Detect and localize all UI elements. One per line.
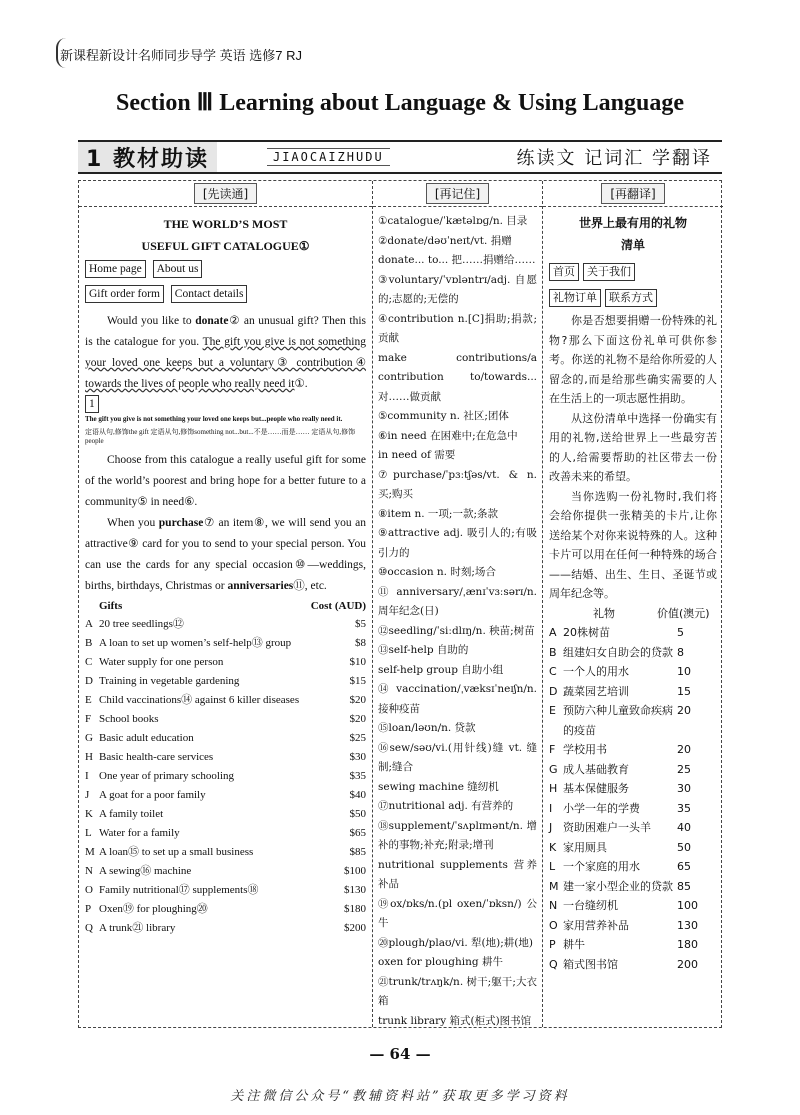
gift-row-price: $25 — [349, 732, 366, 744]
vocabulary-list — [373, 207, 542, 1031]
cn-gift-row-letter: G — [549, 762, 558, 776]
gift-row — [85, 786, 366, 805]
contact-details-link[interactable]: Contact details — [171, 285, 248, 303]
vocab-entry: ③voluntary/ˈvɒləntrɪ/adj. 自愿的;志愿的;无偿的 — [378, 273, 537, 305]
cn-gift-row-price: 35 — [677, 801, 691, 815]
vocab-entry: ⑭vaccination/ˌvæksɪˈneɪʃn/n. 接种疫苗 — [378, 683, 537, 715]
gift-row-price: $100 — [344, 865, 366, 877]
cn-gift-row-price: 180 — [677, 938, 698, 951]
catalogue-title-line2: USEFUL GIFT CATALOGUE① — [141, 239, 310, 253]
gift-row-letter: G — [85, 732, 93, 744]
cn-paragraph-3: 当你选购一份礼物时,我们将会给你提供一张精美的卡片,让你送给某个对你来说特殊的人。这种卡片可以用在任何一种特殊的场合——结婚、出生、生日、圣诞节或周年纪念等。 — [549, 489, 717, 600]
cn-gifts-header: 礼物 价值(澳元) — [593, 606, 710, 620]
gift-row-letter: J — [85, 789, 90, 801]
gift-row — [85, 729, 366, 748]
gift-row — [85, 748, 366, 767]
vocab-entry: ⑰nutritional adj. 有营养的 — [378, 800, 514, 812]
cn-gift-row-price: 10 — [677, 665, 691, 678]
gift-row-price: $8 — [355, 637, 366, 649]
vocab-entry: ⑬self-help 自助的 — [378, 644, 469, 656]
cn-about-link[interactable]: 关于我们 — [583, 263, 635, 281]
vocab-entry: nutritional supplements 营养补品 — [378, 858, 537, 890]
cn-gift-row-name: 学校用书 — [563, 743, 607, 756]
cn-gift-row-letter: J — [549, 821, 553, 834]
section-banner — [78, 140, 722, 174]
gift-row-price: $15 — [349, 675, 366, 687]
cn-gift-row-name: 一台缝纫机 — [563, 899, 618, 912]
gift-row — [85, 672, 366, 691]
gift-row-name: Water for a family — [99, 827, 180, 839]
gift-row-letter: F — [85, 713, 92, 725]
gift-row — [85, 805, 366, 824]
vocab-entry: ⑱supplement/ˈsʌplɪmənt/n. 增补的事物;补充;附录;增刊 — [378, 819, 537, 851]
cn-gift-row-name: 耕牛 — [563, 938, 585, 951]
cn-gift-row-price: 20 — [677, 704, 691, 717]
cn-gift-row-price: 5 — [677, 626, 684, 639]
cn-gift-row-name: 小学一年的学费 — [563, 801, 640, 815]
gift-row-name: A loan to set up women’s self-help⑬ group — [99, 637, 292, 649]
gift-row-letter: L — [85, 827, 92, 839]
gift-row — [85, 862, 366, 881]
translation-title-line2: 清单 — [620, 238, 645, 252]
gift-order-form-link[interactable]: Gift order form — [85, 285, 164, 303]
vocab-entry: ①catalogue/ˈkætəlɒɡ/n. 目录 — [378, 215, 528, 227]
cn-gift-row-name: 成人基础教育 — [563, 762, 629, 776]
gift-row-letter: E — [85, 694, 92, 706]
cn-gift-row-price: 50 — [677, 840, 691, 854]
about-us-link[interactable]: About us — [153, 260, 203, 278]
cn-gift-row-price: 25 — [677, 762, 691, 776]
cn-gift-row-letter: N — [549, 899, 558, 912]
vocab-entry: ⑤community n. 社区;团体 — [378, 410, 509, 422]
gift-row-price: $20 — [349, 694, 366, 706]
gift-row — [85, 615, 366, 634]
cn-gift-row-name: 预防六种儿童致命疾病的疫苗 — [563, 704, 673, 737]
gift-row-price: $30 — [349, 751, 366, 763]
gift-row-name: Family nutritional⑰ supplements⑱ — [99, 884, 259, 896]
gift-row-name: Training in vegetable gardening — [99, 675, 240, 687]
gift-row-letter: O — [85, 884, 93, 896]
gift-row-price: $5 — [355, 618, 366, 630]
gift-row-letter: N — [85, 865, 93, 877]
gift-row — [85, 900, 366, 919]
gift-row-letter: P — [85, 903, 92, 915]
vocab-entry: sewing machine 缝纫机 — [378, 780, 499, 793]
cn-gift-row-letter: F — [549, 743, 556, 756]
cn-gift-row-name: 一个家庭的用水 — [563, 860, 640, 873]
gift-row-name: A loan⑮ to set up a small business — [99, 846, 254, 858]
cn-gift-row-letter: M — [549, 879, 559, 893]
vocab-entry: ⑮loan/ləʊn/n. 贷款 — [378, 722, 476, 734]
gift-row-letter: Q — [85, 922, 93, 934]
page-number: — 64 — — [369, 1045, 431, 1063]
gift-row-letter: C — [85, 656, 93, 668]
cn-gift-row-letter: A — [549, 626, 557, 639]
gift-row-name: Basic adult education — [99, 732, 194, 744]
cn-gift-row — [549, 740, 717, 760]
gift-row — [85, 653, 366, 672]
vocab-entry: ⑨attractive adj. 吸引人的;有吸引力的 — [378, 527, 537, 559]
banner-title: 1 教材助读 — [78, 142, 217, 172]
home-page-link[interactable]: Home page — [85, 260, 146, 278]
structure-annotations: 定语从句,修饰the gift 定语从句,修饰something not...but...不是……而是…… 定语从句,修饰people — [85, 428, 356, 445]
vocab-entry: trunk library 箱式(柜式)图书馆 — [378, 1014, 532, 1027]
gift-row-name: A family toilet — [99, 808, 164, 820]
gift-row — [85, 634, 366, 653]
gift-row-price: $200 — [344, 922, 366, 934]
cn-gift-row-price: 30 — [677, 782, 691, 795]
gift-row-name: 20 tree seedlings⑫ — [99, 618, 184, 630]
cn-gift-row — [549, 877, 717, 897]
cn-home-link[interactable]: 首页 — [549, 263, 579, 281]
cn-gift-row-price: 130 — [677, 918, 698, 932]
cn-gift-row — [549, 935, 717, 955]
vocab-entry: oxen for ploughing 耕牛 — [378, 956, 503, 968]
gift-row-name: A goat for a poor family — [99, 789, 206, 801]
reading-column-header: [先读通] — [79, 181, 372, 207]
cn-gift-row-price: 20 — [677, 743, 691, 756]
gift-row-letter: H — [85, 751, 93, 763]
nav-links-row1 — [85, 259, 366, 280]
cn-gift-row-name: 家用营养补品 — [563, 918, 629, 932]
cn-gift-row — [549, 818, 717, 838]
gift-row-letter: A — [85, 618, 93, 630]
gifts-table-header: Gifts Cost (AUD) — [99, 600, 366, 612]
cn-gift-row-letter: C — [549, 665, 557, 678]
cn-gift-row — [549, 760, 717, 780]
cn-gift-row — [549, 838, 717, 858]
vocab-entry: ⑯sew/səʊ/vi.(用针线)缝 vt. 缝制;缝合 — [378, 741, 537, 773]
gift-row-price: $35 — [349, 770, 366, 782]
cn-gift-row — [549, 799, 717, 819]
cn-gifts-table — [549, 623, 717, 974]
gift-row-price: $40 — [349, 789, 366, 801]
structure-note-number: 1 — [85, 395, 366, 413]
banner-subtitle: 练读文 记词汇 学翻译 — [516, 148, 712, 169]
translation-title-line1: 世界上最有用的礼物 — [578, 216, 687, 230]
cn-gift-row — [549, 779, 717, 799]
gift-row-name: One year of primary schooling — [99, 770, 235, 782]
gift-row — [85, 824, 366, 843]
section-title: Section Ⅲ Learning about Language & Using Language — [116, 90, 684, 116]
cn-gift-row-letter: I — [549, 801, 553, 815]
vocab-entry: ④contribution n.[C]捐助;捐款;贡献 — [378, 312, 537, 344]
cn-gift-row — [549, 857, 717, 877]
cn-gift-row-price: 100 — [677, 899, 698, 912]
translation-column — [543, 181, 723, 1027]
vocab-entry: ⑳plough/plaʊ/vi. 犁(地);耕(地) — [378, 936, 533, 949]
reading-column — [79, 181, 373, 1027]
cn-gift-row-letter: O — [549, 918, 558, 932]
gift-row-name: A trunk㉑ library — [99, 922, 176, 934]
cn-gift-row-price: 200 — [677, 957, 698, 971]
gift-row — [85, 691, 366, 710]
gift-row-price: $85 — [349, 846, 366, 858]
vocab-entry: ⑲ox/ɒks/n.(pl oxen/ˈɒksn/) 公牛 — [378, 897, 537, 929]
gift-row-price: $65 — [349, 827, 366, 839]
cn-gift-row-name: 基本保健服务 — [563, 782, 629, 795]
vocab-entry: in need of 需要 — [378, 449, 456, 461]
cn-gift-row-name: 一个人的用水 — [563, 665, 629, 678]
cn-gift-row-letter: D — [549, 684, 558, 698]
cn-gift-row-name: 20株树苗 — [563, 626, 610, 639]
cn-gift-row-name: 家用厕具 — [563, 840, 607, 854]
gift-row-letter: D — [85, 675, 93, 687]
cn-gift-row-letter: Q — [549, 957, 558, 971]
gift-row-name: Basic health-care services — [99, 751, 214, 763]
gift-row — [85, 919, 366, 938]
cn-gift-row-price: 40 — [677, 821, 691, 834]
vocab-entry: self-help group 自助小组 — [378, 663, 504, 676]
cn-gift-row-letter: B — [549, 645, 557, 659]
gift-row-price: $20 — [349, 713, 366, 725]
vocabulary-column-header: [再记住] — [373, 181, 542, 207]
catalogue-title-line1: THE WORLD’S MOST — [163, 217, 288, 231]
paragraph-2: Choose from this catalogue a really useful gift for some of the world’s poorest and bring hope for a better future to a community⑤ in need⑥. — [85, 454, 366, 508]
gift-row-name: Child vaccinations⑭ against 6 killer diseases — [99, 694, 300, 706]
cn-gift-row-letter: P — [549, 938, 556, 951]
running-header: 新课程新设计名师同步导学 英语 选修7 RJ — [60, 48, 302, 63]
cn-gift-row-letter: L — [549, 860, 556, 873]
cn-gift-row — [549, 623, 717, 643]
vocab-entry: ㉑trunk/trʌŋk/n. 树干;躯干;大衣箱 — [378, 975, 537, 1007]
gifts-table — [85, 615, 366, 938]
cn-gift-row-price: 8 — [677, 645, 684, 659]
cn-gift-row — [549, 682, 717, 702]
cn-gift-row-name: 组建妇女自助会的贷款 — [563, 645, 673, 659]
translation-column-header: [再翻译] — [543, 181, 723, 207]
gift-row — [85, 710, 366, 729]
vocab-entry: ②donate/dəʊˈneɪt/vt. 捐赠 — [378, 234, 512, 247]
vocab-entry: ⑫seedling/ˈsiːdlɪŋ/n. 秧苗;树苗 — [378, 624, 535, 637]
cn-gift-row-name: 蔬菜园艺培训 — [563, 684, 629, 698]
cn-gift-row-price: 15 — [677, 684, 691, 698]
cn-gift-row-name: 建一家小型企业的贷款 — [563, 879, 673, 893]
gift-row-price: $10 — [349, 656, 366, 668]
paragraph-3: When you purchase⑦ an item⑧, we will send you an attractive⑨ card for you to send to your special person. You can use the cards for any special occasion⑩—weddings, births, birthdays, Christmas or anniversaries⑪, etc. — [85, 517, 366, 592]
cn-gift-row-price: 65 — [677, 860, 691, 873]
cn-order-link[interactable]: 礼物订单 — [549, 289, 601, 307]
vocab-entry: ⑦purchase/ˈpɜːtʃəs/vt. & n. 买;购买 — [378, 468, 537, 500]
cn-nav-links-row1 — [549, 262, 717, 282]
cn-gift-row-price: 85 — [677, 879, 691, 893]
cn-contact-link[interactable]: 联系方式 — [605, 289, 657, 307]
cn-gift-row — [549, 701, 717, 740]
gift-row-letter: K — [85, 808, 93, 820]
gift-row-letter: I — [85, 770, 89, 782]
gift-row-name: Water supply for one person — [99, 656, 224, 668]
vocab-entry: ⑥in need 在困难中;在危急中 — [378, 429, 518, 442]
cn-gift-row-letter: H — [549, 782, 558, 795]
gift-row — [85, 767, 366, 786]
cn-gift-row — [549, 916, 717, 936]
vocab-entry: make contributions/a contribution to/towards... 对……做贡献 — [378, 351, 537, 403]
cn-gift-row — [549, 643, 717, 663]
nav-links-row2 — [85, 284, 366, 305]
cn-gift-row-letter: E — [549, 704, 556, 717]
gift-row-name: A sewing⑯ machine — [99, 865, 192, 877]
cn-gift-row-name: 资助困难户一头羊 — [563, 821, 651, 834]
cn-gift-row — [549, 662, 717, 682]
gift-row — [85, 881, 366, 900]
cn-paragraph-2: 从这份清单中选择一份确实有用的礼物,送给世界上一些最穷苦的人,给需要帮助的社区带去一份改善未来的希望。 — [549, 411, 717, 483]
paragraph-1: Would you like to donate② an unusual gift? Then this is the catalogue for you. The gift you give is not something your loved one keeps but a voluntary③ contribution④ towards the lives of people who really need it①. — [85, 315, 366, 390]
structure-sentence: The gift you give is not something your loved one keeps but...people who really need it. — [85, 415, 343, 423]
gift-row-letter: B — [85, 637, 93, 649]
footer-watermark: 关注微信公众号“教辅资料站”获取更多学习资料 — [230, 1089, 570, 1104]
cn-gift-row — [549, 955, 717, 975]
vocab-entry: ⑧item n. 一项;一款;条款 — [378, 507, 499, 520]
cn-gift-row — [549, 896, 717, 916]
banner-pinyin: JIAOCAIZHUDU — [267, 148, 390, 166]
cn-gift-row-name: 箱式图书馆 — [563, 957, 618, 971]
cn-gift-row-letter: K — [549, 840, 557, 854]
gift-row — [85, 843, 366, 862]
gift-row-name: Oxen⑲ for ploughing⑳ — [99, 903, 208, 915]
cn-nav-links-row2 — [549, 288, 717, 308]
gift-row-price: $180 — [344, 903, 366, 915]
gift-row-letter: M — [85, 846, 95, 858]
vocab-entry: ⑩occasion n. 时刻;场合 — [378, 566, 496, 578]
cn-paragraph-1: 你是否想要捐赠一份特殊的礼物?那么下面这份礼单可供你参考。你送的礼物不是给你所爱的人留念的,而是给那些确实需要的人在生活上的一项志愿性捐助。 — [549, 314, 717, 405]
vocab-entry: ⑪anniversary/ˌænɪˈvɜːsərɪ/n. 周年纪念(日) — [378, 585, 537, 617]
gift-row-name: School books — [99, 713, 159, 725]
vocab-entry: donate... to... 把……捐赠给…… — [378, 254, 536, 266]
gift-row-price: $130 — [344, 884, 366, 896]
three-column-frame — [78, 180, 722, 1028]
gift-row-price: $50 — [349, 808, 366, 820]
vocabulary-column — [373, 181, 543, 1027]
